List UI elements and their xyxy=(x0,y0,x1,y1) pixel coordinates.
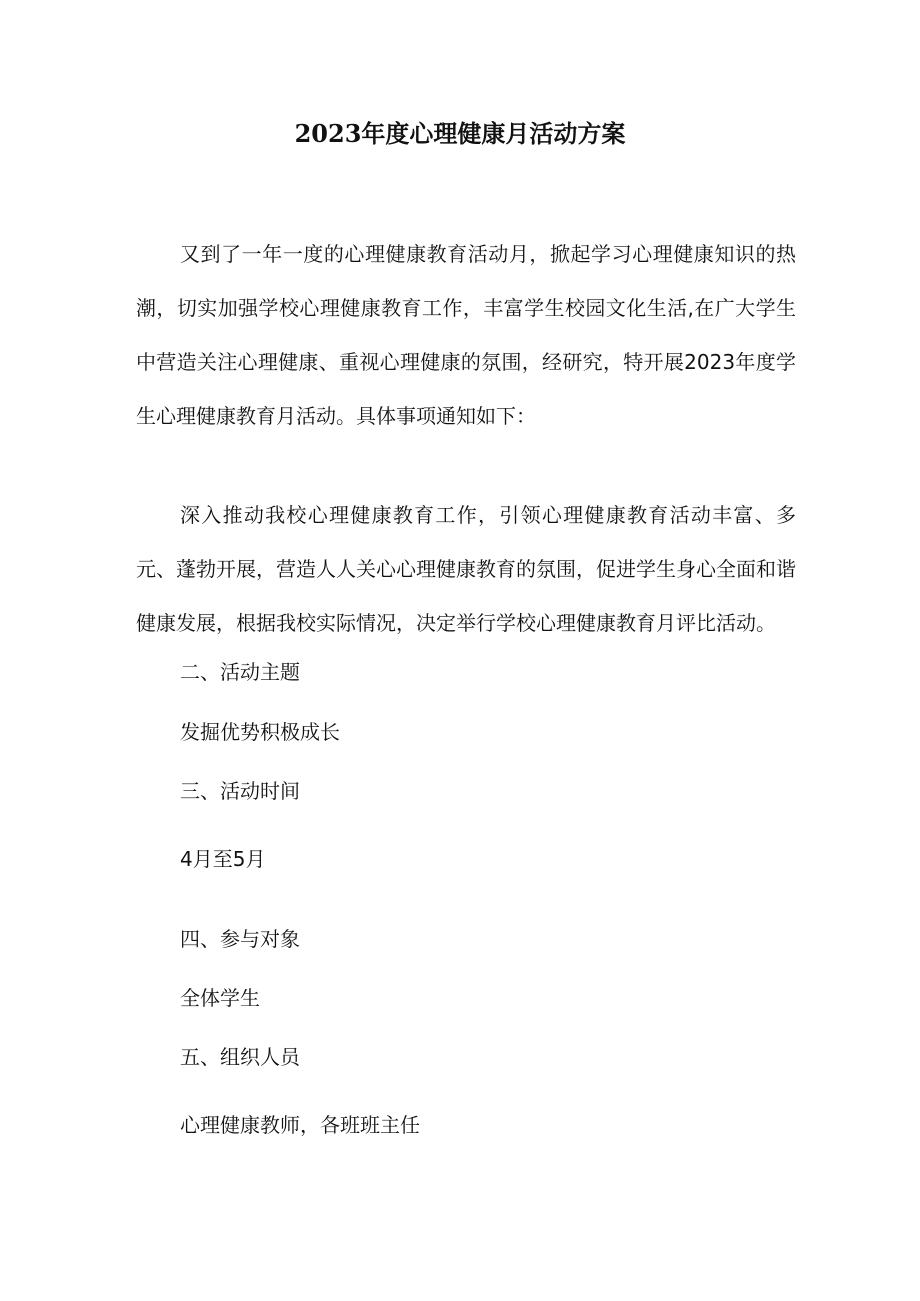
section-content-theme: 发掘优势积极成长 xyxy=(180,720,340,744)
purpose-paragraph: 深入推动我校心理健康教育工作，引领心理健康教育活动丰富、多元、蓬勃开展，营造人人关心心理健康教育的氛围，促进学生身心全面和谐健康发展，根据我校实际情况，决定举行学校心理健康教育月评比活动。 xyxy=(136,503,796,635)
section-heading-time: 三、活动时间 xyxy=(180,779,300,803)
section-heading-participants: 四、参与对象 xyxy=(180,927,300,951)
intro-paragraph: 又到了一年一度的心理健康教育活动月，掀起学习心理健康知识的热潮，切实加强学校心理健康教育工作，丰富学生校园文化生活,在广大学生中营造关注心理健康、重视心理健康的氛围，经研究，特开展2023年度学生心理健康教育月活动。具体事项通知如下： xyxy=(136,242,796,428)
section-content-time: 4月至5月 xyxy=(180,847,266,871)
document-title: 2023年度心理健康月活动方案 xyxy=(294,119,626,148)
section-content-organizers: 心理健康教师，各班班主任 xyxy=(180,1113,420,1137)
section-content-participants: 全体学生 xyxy=(180,986,260,1010)
section-heading-theme: 二、活动主题 xyxy=(180,660,300,684)
section-heading-organizers: 五、组织人员 xyxy=(180,1045,300,1069)
